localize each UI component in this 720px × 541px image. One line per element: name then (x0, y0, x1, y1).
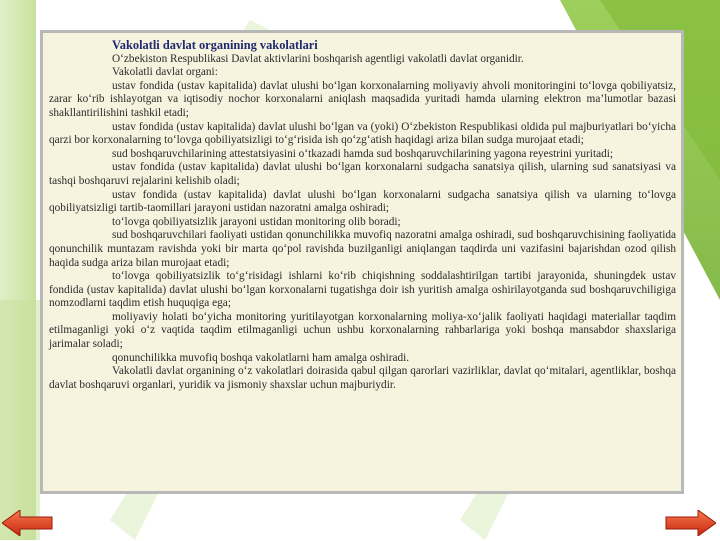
document-title: Vakolatli davlat organining vakolatlari (112, 38, 318, 52)
paragraph: sud boshqaruvchilarining attestatsiyasini o‘tkazadi hamda sud boshqaruvchilarining yagona reyestrini yuritadi; (112, 147, 614, 160)
paragraph: ustav fondida (ustav kapitalida) davlat ulushi bo‘lgan korxonalarning moliyaviy ahvoli monitoringini to‘lovga qobiliyatsiz, zarar ko‘rib ishlayotgan va iqtisodiy nochor korxonalarni aniqlash maqsadida yuritadi hamda ularning elektron ma’lumotlar bazasi shakllantirilishini tashkil etadi; (49, 79, 676, 119)
paragraph: to‘lovga qobiliyatsizlik jarayoni ustidan monitoring olib boradi; (112, 215, 401, 228)
paragraph: ustav fondida (ustav kapitalida) davlat ulushi bo‘lgan korxonalarni sudgacha sanatsiya qilish, ularning sud sanatsiyasi va tashqi boshqaruvi rejalarini kelishib oladi; (49, 161, 676, 187)
paragraph: qonunchilikka muvofiq boshqa vakolatlarni ham amalga oshiradi. (112, 351, 410, 364)
document-panel (40, 30, 684, 494)
arrow-right-icon (664, 510, 716, 536)
paragraph: Vakolatli davlat organi: (112, 66, 218, 79)
paragraph: to‘lovga qobiliyatsizlik to‘g‘risidagi ishlarni ko‘rib chiqishning soddalashtirilgan tartibi jarayonida, shuningdek ustav fondida (ustav kapitalida) davlat ulushi bo‘lgan korxonalarni tugatishga doir ish yuritish amalga oshirilayotganda sud boshqaruvchiligiga nomzodlarni taqdim etish huquqiga ega; (49, 270, 676, 310)
paragraph: moliyaviy holati bo‘yicha monitoring yuritilayotgan korxonalarning moliya-xo‘jalik faoliyati haqidagi materiallar taqdim etilmaganligi yoki o‘z vaqtida taqdim etilmaganligi uchun ushbu korxonalarning rahbarlariga yoki boshqa mansabdor shaxslariga jarimalar soladi; (49, 310, 676, 351)
arrow-left-icon (2, 510, 54, 536)
paragraph: Vakolatli davlat organining o‘z vakolatlari doirasida qabul qilgan qarorlari vazirliklar, davlat qo‘mitalari, agentliklar, boshqa davlat boshqaruvi organlari, yuridik va jismoniy shaxslar uchun majburiydir. (49, 365, 676, 391)
prev-slide-button[interactable] (2, 510, 54, 536)
paragraph: O‘zbekiston Respublikasi Davlat aktivlarini boshqarish agentligi vakolatli davlat organidir. (112, 52, 524, 65)
paragraph: sud boshqaruvchilari faoliyati ustidan qonunchilikka muvofiq nazoratni amalga oshiradi, sud boshqaruvchisining faoliyatida qonunchilik muntazam ravishda yoki bir marta qo‘pol ravishda buzilganligi aniqlangan taqdirda uni vazifasini bajarishdan ozod qilish haqida sudga ariza bilan murojaat etadi; (49, 229, 676, 269)
next-slide-button[interactable] (664, 510, 716, 536)
paragraph: ustav fondida (ustav kapitalida) davlat ulushi bo‘lgan korxonalarni sudgacha sanatsiya qilish va ularning to‘lovga qobiliyatsizligi tartib-taomillari jarayoni ustidan nazoratni amalga oshiradi; (49, 188, 676, 215)
paragraph: ustav fondida (ustav kapitalida) davlat ulushi bo‘lgan va (yoki) O‘zbekiston Respublikasi oldida pul majburiyatlari bo‘yicha qarzi bor korxonalarning to‘lovga qobiliyatsizligi to‘g‘risida ish qo‘zg‘atish haqidagi ariza bilan sudga murojaat etadi; (49, 120, 676, 147)
